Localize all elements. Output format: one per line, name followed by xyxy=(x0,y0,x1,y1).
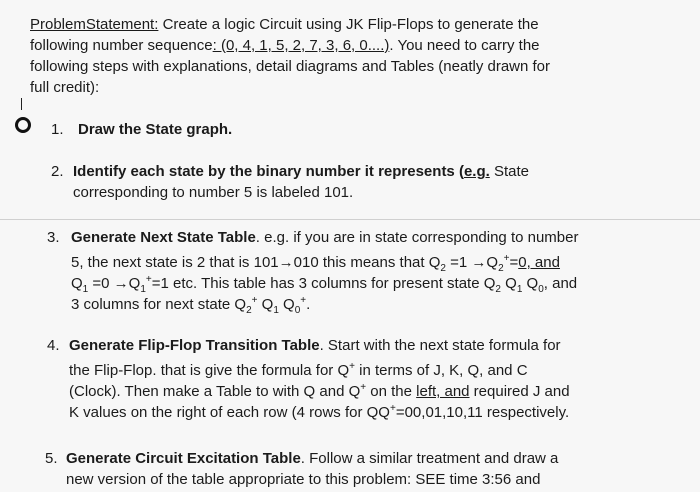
step-1-number: 1. xyxy=(51,121,64,138)
t: 1 xyxy=(82,284,89,295)
t: 1 xyxy=(140,284,146,295)
problem-label: ProblemStatement: xyxy=(30,16,159,33)
t: Q xyxy=(257,296,274,313)
t: Q xyxy=(486,254,499,271)
t: required J and xyxy=(469,383,570,400)
step-5-number: 5. xyxy=(45,450,58,467)
step-1-title: Draw the State graph. xyxy=(78,121,233,138)
problem-line-4 xyxy=(30,77,99,98)
t: 5, the next state is 2 that is 101 xyxy=(71,254,279,271)
t: 1 xyxy=(516,284,523,295)
t: + xyxy=(251,295,258,306)
step-2-line-1 xyxy=(73,161,529,182)
t: 0 xyxy=(294,305,301,316)
t: + xyxy=(300,295,307,306)
t: (Clock). Then make a Table to with Q and Q xyxy=(69,383,361,400)
step-4-number: 4. xyxy=(47,337,60,354)
problem-text-4: full credit): xyxy=(30,79,100,96)
t: . xyxy=(306,296,311,313)
problem-text-2a: following number sequence xyxy=(30,37,213,54)
cursor-tick xyxy=(21,98,22,110)
t: + xyxy=(360,382,367,393)
step-3-line-4 xyxy=(71,290,310,321)
problem-line-3 xyxy=(30,56,550,77)
t: Q xyxy=(500,275,517,292)
step-3-line-1 xyxy=(71,227,578,248)
step-5-line-2: new version of the table appropriate to this problem: SEE time 3:56 and xyxy=(66,471,541,488)
step-2-number: 2. xyxy=(51,163,64,180)
t: 0, and xyxy=(518,254,560,271)
t: + xyxy=(349,361,355,372)
step-4-line-4 xyxy=(69,398,569,423)
t: + xyxy=(503,253,510,264)
step-2-title: Identify each state by the binary number it represents ( xyxy=(73,163,464,180)
step-2-rest: State xyxy=(489,163,529,180)
step-3-number: 3. xyxy=(47,229,60,246)
number-sequence: : (0, 4, 1, 5, 2, 7, 3, 6, 0....) xyxy=(212,37,390,54)
t: K values on the right of each row (4 rows for QQ xyxy=(69,404,390,421)
t: =1 xyxy=(445,254,472,271)
t: 1 xyxy=(273,305,279,316)
t: =0 xyxy=(88,275,114,292)
t: = xyxy=(509,254,519,271)
radio-button[interactable] xyxy=(15,117,31,133)
step-4-rest: . Start with the next state formula for xyxy=(319,337,561,354)
t: 2 xyxy=(246,305,252,316)
step-4-line-1 xyxy=(69,335,561,356)
t: 2 xyxy=(495,284,501,295)
t: Q xyxy=(128,275,141,292)
t: Q xyxy=(71,275,83,292)
t: in terms of J, K, Q, and C xyxy=(354,362,528,379)
t: , and xyxy=(543,275,578,292)
t: Q xyxy=(278,296,295,313)
step-2-line-2: corresponding to number 5 is labeled 101. xyxy=(73,184,354,201)
step-2-eg: e.g. xyxy=(463,163,490,180)
t: the Flip-Flop. that is give the formula for Q xyxy=(69,362,350,379)
t: + xyxy=(389,403,396,414)
step-5-line-1 xyxy=(66,448,558,469)
t: Q xyxy=(522,275,539,292)
t: 3 columns for next state Q xyxy=(71,296,247,313)
problem-text-2c: . You need to carry the xyxy=(389,37,540,54)
t: + xyxy=(145,274,152,285)
t: 2 xyxy=(440,263,446,274)
t: 2 xyxy=(498,263,504,274)
step-5-rest: . Follow a similar treatment and draw a xyxy=(300,450,559,467)
divider xyxy=(0,219,700,220)
problem-text-1: Create a logic Circuit using JK Flip-Flops to generate the xyxy=(162,16,539,33)
problem-line-2 xyxy=(30,35,540,56)
t: left, and xyxy=(416,383,470,400)
t: =00,01,10,11 respectively. xyxy=(395,404,570,421)
t: 010 this means that Q xyxy=(293,254,441,271)
step-3-rest: . e.g. if you are in state corresponding to number xyxy=(255,229,579,246)
arrow-icon: → xyxy=(113,275,129,292)
problem-text-3: following steps with explanations, detail diagrams and Tables (neatly drawn for xyxy=(30,58,551,75)
step-4-title: Generate Flip-Flop Transition Table xyxy=(69,337,320,354)
arrow-icon: → xyxy=(278,254,294,271)
t: on the xyxy=(366,383,417,400)
arrow-icon: → xyxy=(471,254,487,271)
problem-line-1 xyxy=(30,14,539,35)
t: 0 xyxy=(538,284,544,295)
step-5-title: Generate Circuit Excitation Table xyxy=(66,450,301,467)
step-3-title: Generate Next State Table xyxy=(71,229,256,246)
t: =1 etc. This table has 3 columns for present state Q xyxy=(151,275,496,292)
